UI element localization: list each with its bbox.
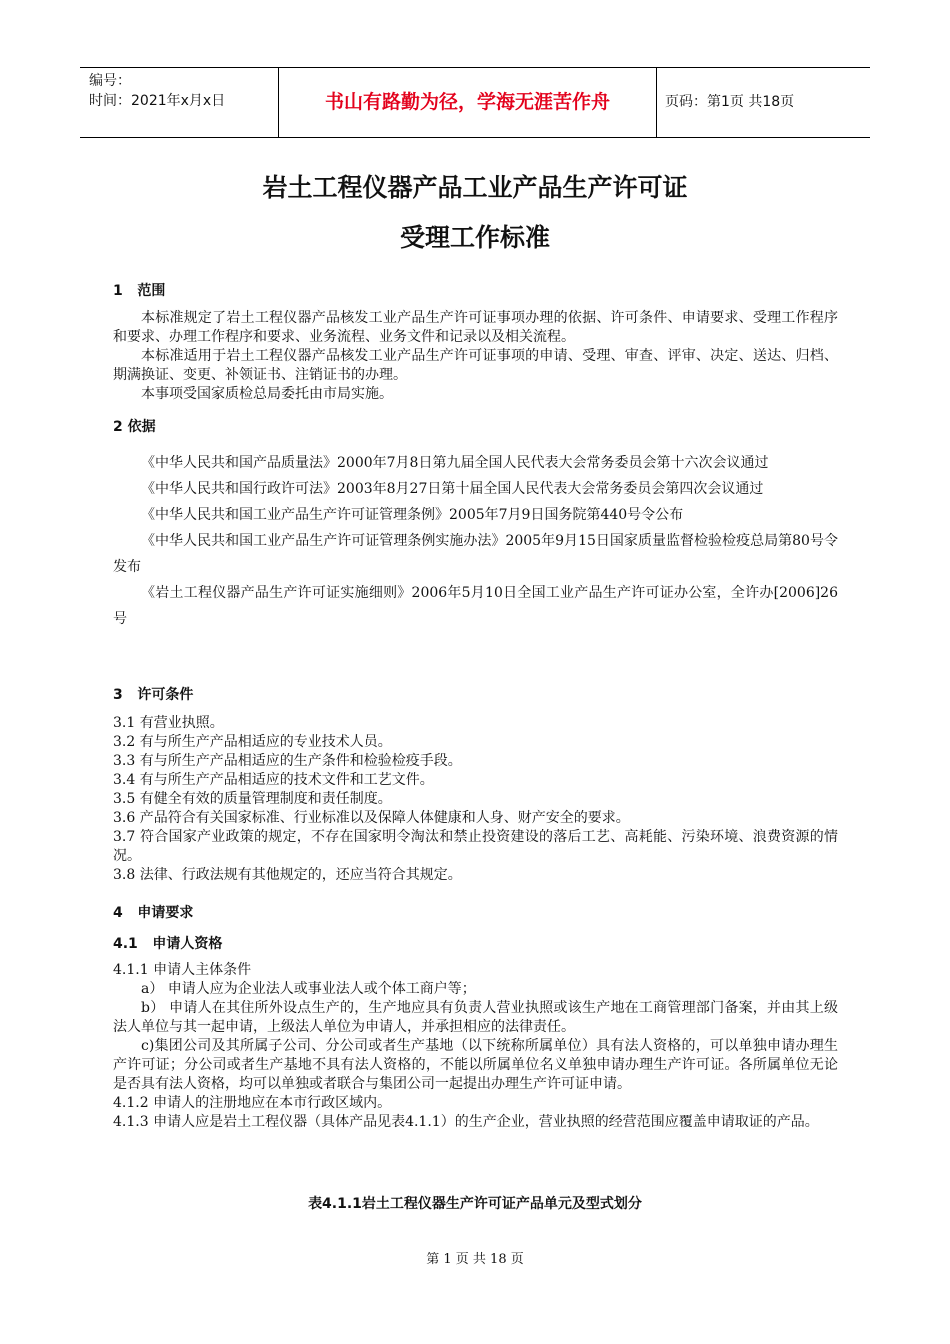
header-meta: [89, 71, 225, 111]
list-item: 3.1 有营业执照。: [113, 715, 224, 731]
section-3-list: [113, 714, 838, 885]
list-item: 3.4 有与所生产产品相适应的技术文件和工艺文件。: [113, 772, 434, 788]
paragraph: 本标准规定了岩土工程仪器产品核发工业产品生产许可证事项办理的依据、许可条件、申请要求、受理工作程序和要求、办理工作程序和要求、业务流程、业务文件和记录以及相关流程。: [113, 310, 838, 345]
list-item: 3.5 有健全有效的质量管理制度和责任制度。: [113, 791, 392, 807]
document-title-line1: 岩土工程仪器产品工业产品生产许可证: [262, 173, 688, 202]
page-footer: 第 1 页 共 18 页: [426, 1252, 524, 1267]
header-motto: 书山有路勤为径，学海无涯苦作舟: [324, 91, 610, 113]
paragraph: a） 申请人应为企业法人或事业法人或个体工商户等；: [141, 981, 476, 997]
paragraph: 本标准适用于岩土工程仪器产品核发工业产品生产许可证事项的申请、受理、审查、评审、决定、送达、归档、期满换证、变更、补领证书、注销证书的办理。: [113, 348, 838, 383]
section-2-heading: 2 依据: [113, 419, 156, 435]
section-4-1-heading: 4.1 申请人资格: [113, 936, 223, 952]
list-item: 3.6 产品符合有关国家标准、行业标准以及保障人体健康和人身、财产安全的要求。: [113, 810, 630, 826]
list-item: 3.2 有与所生产产品相适应的专业技术人员。: [113, 734, 392, 750]
page-header: [80, 67, 870, 138]
paragraph: 4.1.3 申请人应是岩土工程仪器（具体产品见表4.1.1）的生产企业，营业执照的经营范围应覆盖申请取证的产品。: [113, 1114, 819, 1130]
list-item: 3.7 符合国家产业政策的规定，不存在国家明令淘汰和禁止投资建设的落后工艺、高耗能、污染环境、浪费资源的情况。: [113, 829, 838, 864]
header-divider: [656, 68, 657, 137]
section-1-heading: 1 范围: [113, 283, 166, 299]
paragraph: c)集团公司及其所属子公司、分公司或者生产基地（以下统称所属单位）具有法人资格的，可以单独申请办理生产许可证；分公司或者生产基地不具有法人资格的，不能以所属单位名义单独申请办理生产许可证。各所属单位无论是否具有法人资格，均可以单独或者联合与集团公司一起提出办理生产许可证申请。: [113, 1038, 838, 1092]
paragraph: 《岩土工程仪器产品生产许可证实施细则》2006年5月10日全国工业产品生产许可证办公室，全许办[2006]26号: [113, 585, 838, 627]
section-4-heading: 4 申请要求: [113, 905, 194, 921]
document-number-label: 编号：: [89, 73, 131, 89]
paragraph: 《中华人民共和国工业产品生产许可证管理条例》2005年7月9日国务院第440号令公布: [141, 507, 684, 523]
paragraph: 《中华人民共和国工业产品生产许可证管理条例实施办法》2005年9月15日国家质量监督检验检疫总局第80号令发布: [113, 533, 838, 575]
paragraph: 《中华人民共和国产品质量法》2000年7月8日第九届全国人民代表大会常务委员会第十六次会议通过: [141, 455, 769, 471]
paragraph: 4.1.2 申请人的注册地应在本市行政区域内。: [113, 1095, 392, 1111]
document-title-line2: 受理工作标准: [399, 223, 550, 252]
section-3-heading: 3 许可条件: [113, 687, 194, 703]
list-item: 3.3 有与所生产产品相适应的生产条件和检验检疫手段。: [113, 753, 462, 769]
header-page-info: 页码：第1页 共18页: [665, 94, 795, 110]
section-4-1-body: [113, 961, 838, 1132]
table-caption: 表4.1.1岩土工程仪器生产许可证产品单元及型式划分: [308, 1196, 642, 1212]
paragraph: 《中华人民共和国行政许可法》2003年8月27日第十届全国人民代表大会常务委员会第四次会议通过: [141, 481, 764, 497]
list-item: 3.8 法律、行政法规有其他规定的，还应当符合其规定。: [113, 867, 462, 883]
paragraph: 本事项受国家质检总局委托由市局实施。: [141, 386, 393, 402]
section-2-body: [113, 450, 838, 632]
paragraph: 4.1.1 申请人主体条件: [113, 962, 252, 978]
section-1-body: [113, 309, 838, 404]
document-time-label: 时间：2021年x月x日: [89, 93, 226, 109]
paragraph: b） 申请人在其住所外设点生产的，生产地应具有负责人营业执照或该生产地在工商管理部门备案，并由其上级法人单位与其一起申请，上级法人单位为申请人，并承担相应的法律责任。: [113, 1000, 838, 1035]
